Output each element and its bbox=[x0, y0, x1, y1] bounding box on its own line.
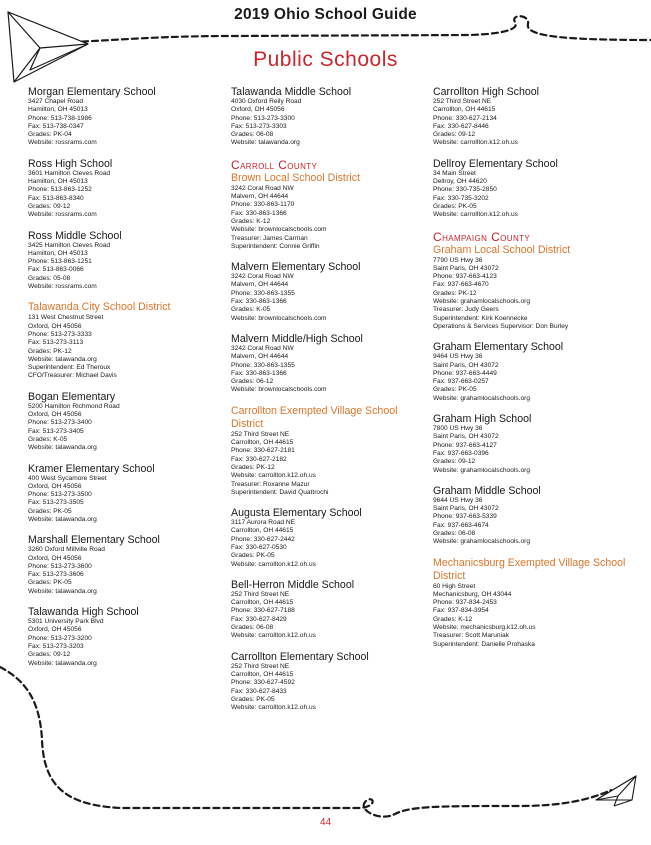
school-detail-line: 9644 US Hwy 36 bbox=[433, 496, 483, 504]
school-detail-line: Hamilton, OH 45013 bbox=[28, 106, 88, 114]
school-detail-line: Grades: 06-08 bbox=[231, 131, 274, 139]
school-name: Augusta Elementary School bbox=[231, 507, 362, 520]
school-detail-line: 9464 US Hwy 36 bbox=[433, 353, 483, 361]
school-detail-line: Fax: 513-273-3505 bbox=[28, 499, 84, 507]
school-detail-line: Website: rossrams.com bbox=[28, 139, 97, 147]
school-detail-line: Phone: 330-863-1170 bbox=[231, 201, 295, 209]
school-detail-line: Oxford, OH 45056 bbox=[28, 626, 82, 634]
school-detail-line: Phone: 330-627-7188 bbox=[231, 607, 295, 615]
school-detail-line: Grades: PK-05 bbox=[231, 695, 275, 703]
school-detail-line: 5200 Hamilton Richmond Road bbox=[28, 402, 120, 410]
school-detail-line: Phone: 937-663-4449 bbox=[433, 369, 497, 377]
school-detail-line: Fax: 330-627-0530 bbox=[231, 543, 287, 551]
school-detail-line: Oxford, OH 45056 bbox=[28, 554, 82, 562]
school-name: Bell-Herron Middle School bbox=[231, 578, 355, 591]
school-detail-line: Phone: 513-273-3300 bbox=[231, 114, 295, 122]
school-detail-line: Website: talawanda.org bbox=[28, 355, 97, 363]
school-detail-line: Website: carrollton.k12.oh.us bbox=[433, 139, 518, 147]
school-detail-line: 131 West Chestnut Street bbox=[28, 314, 104, 322]
school-detail-line: 7790 US Hwy 36 bbox=[433, 256, 483, 264]
column-2 bbox=[231, 86, 431, 722]
school-detail-line: 252 Third Street NE bbox=[433, 98, 492, 105]
school-detail-line: Phone: 513-273-3200 bbox=[28, 634, 92, 642]
school-detail-line: Operations & Services Supervisor: Don Burley bbox=[433, 322, 569, 330]
school-detail-line: Website: carrollton.k12.oh.us bbox=[231, 704, 316, 712]
school-name: Bogan Elementary bbox=[28, 390, 116, 403]
school-detail-line: Phone: 330-627-2134 bbox=[433, 114, 497, 122]
school-detail-line: Phone: 513-738-1986 bbox=[28, 114, 92, 122]
school-entry bbox=[28, 534, 228, 596]
school-detail-line: Website: carrollton.k12.oh.us bbox=[433, 211, 518, 219]
school-detail-line: 3601 Hamilton Cleves Road bbox=[28, 169, 111, 177]
school-entry bbox=[28, 86, 228, 148]
school-name: Graham Middle School bbox=[433, 484, 541, 497]
school-entry bbox=[433, 485, 633, 547]
school-entry bbox=[231, 651, 431, 713]
school-detail-line: 3425 Hamilton Cleves Road bbox=[28, 241, 111, 249]
school-detail-line: Phone: 937-663-5339 bbox=[433, 513, 497, 521]
school-name: Marshall Elementary School bbox=[28, 534, 160, 547]
school-detail-line: Grades: 06-12 bbox=[231, 378, 274, 386]
school-detail-line: Website: carrollton.k12.oh.us bbox=[231, 632, 316, 640]
school-entry bbox=[28, 606, 228, 668]
school-entry bbox=[28, 230, 228, 292]
school-detail-line: Grades: PK-05 bbox=[28, 579, 72, 587]
school-detail-line: Phone: 330-627-2181 bbox=[231, 447, 295, 455]
school-entry bbox=[231, 333, 431, 395]
school-detail-line: Treasurer: Scott Maruniak bbox=[433, 632, 509, 640]
school-detail-line: Oxford, OH 45056 bbox=[28, 482, 82, 490]
school-detail-line: Superintendent: David Quattrochi bbox=[231, 488, 329, 496]
school-detail-line: Website: grahamlocalschools.org bbox=[433, 538, 531, 546]
school-detail-line: Website: brownlocalschools.com bbox=[231, 314, 327, 322]
school-detail-line: Phone: 513-273-3600 bbox=[28, 562, 92, 570]
school-detail-line: Website: carrollton.k12.oh.us bbox=[231, 560, 316, 568]
school-detail-line: Grades: K-12 bbox=[433, 615, 473, 623]
school-detail-line: Grades: PK-04 bbox=[28, 131, 72, 139]
school-detail-line: Treasurer: Roxanne Mazur bbox=[231, 480, 310, 488]
page-number: 44 bbox=[319, 817, 332, 828]
school-detail-line: Website: talawanda.org bbox=[28, 444, 97, 452]
school-detail-line: Fax: 330-627-8446 bbox=[433, 122, 489, 130]
school-detail-line: Phone: 330-627-4592 bbox=[231, 679, 295, 687]
school-detail-line: Phone: 330-627-2442 bbox=[231, 535, 295, 543]
school-detail-line: Fax: 937-663-0396 bbox=[433, 449, 489, 457]
school-detail-line: Malvern, OH 44644 bbox=[231, 353, 289, 361]
school-detail-line: 3242 Coral Road NW bbox=[231, 344, 294, 352]
school-detail-line: Phone: 330-735-2850 bbox=[433, 186, 497, 194]
school-detail-line: Saint Paris, OH 43072 bbox=[433, 264, 499, 272]
school-detail-line: Website: talawanda.org bbox=[28, 659, 97, 667]
school-name: Talawanda High School bbox=[28, 606, 139, 619]
school-detail-line: Grades: 09-12 bbox=[28, 651, 71, 659]
school-detail-line: Phone: 513-863-1252 bbox=[28, 186, 92, 194]
school-detail-line: Treasurer: James Carman bbox=[231, 234, 308, 242]
school-detail-line: Malvern, OH 44644 bbox=[231, 193, 289, 201]
school-detail-line: Fax: 330-863-1366 bbox=[231, 369, 287, 377]
school-detail-line: Malvern, OH 44644 bbox=[231, 281, 289, 289]
school-detail-line: Website: rossrams.com bbox=[28, 283, 97, 291]
school-entry bbox=[28, 391, 228, 453]
school-detail-line: Carrollton, OH 44615 bbox=[231, 439, 294, 447]
school-name: Malvern Elementary School bbox=[231, 261, 361, 274]
school-detail-line: Website: brownlocalschools.com bbox=[231, 226, 327, 234]
district-entry bbox=[433, 557, 633, 649]
school-detail-line: Fax: 330-863-1366 bbox=[231, 209, 287, 217]
school-detail-line: Grades: K-05 bbox=[28, 435, 68, 443]
school-entry bbox=[433, 341, 633, 403]
school-detail-line: 252 Third Street NE bbox=[231, 430, 290, 438]
school-detail-line: Grades: PK-12 bbox=[433, 289, 477, 297]
school-entry bbox=[433, 413, 633, 475]
school-detail-line: Superintendent: Kirk Koennecke bbox=[433, 314, 528, 322]
school-detail-line: Phone: 513-273-3333 bbox=[28, 330, 92, 338]
district-name: Mechanicsburg Exempted Village School District bbox=[433, 556, 626, 582]
school-detail-line: Oxford, OH 45056 bbox=[231, 106, 285, 114]
school-detail-line: Website: mechanicsburg.k12.oh.us bbox=[433, 624, 536, 632]
school-name: Dellroy Elementary School bbox=[433, 157, 558, 170]
district-name: Carrollton Exempted Village School District bbox=[231, 404, 398, 430]
guide-title: 2019 Ohio School Guide bbox=[234, 6, 417, 23]
school-detail-line: Phone: 937-663-4127 bbox=[433, 441, 497, 449]
district-entry bbox=[231, 158, 431, 251]
school-name: Malvern Middle/High School bbox=[231, 332, 363, 345]
school-entry bbox=[28, 463, 228, 525]
school-detail-line: Fax: 513-863-0066 bbox=[28, 266, 84, 274]
school-detail-line: Carrollton, OH 44615 bbox=[231, 670, 294, 678]
school-detail-line: Fax: 330-863-1366 bbox=[231, 298, 287, 306]
school-detail-line: Website: talawanda.org bbox=[28, 515, 97, 523]
school-detail-line: Grades: K-05 bbox=[231, 306, 271, 314]
school-detail-line: Phone: 330-863-1355 bbox=[231, 361, 295, 369]
school-detail-line: Phone: 330-863-1355 bbox=[231, 289, 295, 297]
school-entry bbox=[433, 158, 633, 220]
school-detail-line: Fax: 937-663-4674 bbox=[433, 521, 489, 529]
school-entry bbox=[231, 86, 431, 148]
school-name: Talawanda Middle School bbox=[231, 86, 352, 98]
school-detail-line: Fax: 513-863-8340 bbox=[28, 194, 84, 202]
school-detail-line: Oxford, OH 45056 bbox=[28, 322, 82, 330]
school-detail-line: 3242 Coral Road NW bbox=[231, 184, 294, 192]
school-detail-line: Fax: 513-273-3606 bbox=[28, 571, 84, 579]
school-detail-line: Website: grahamlocalschools.org bbox=[433, 394, 531, 402]
school-name: Ross High School bbox=[28, 157, 113, 170]
school-entry bbox=[231, 507, 431, 569]
column-3 bbox=[433, 86, 633, 659]
school-detail-line: 3427 Chapel Road bbox=[28, 98, 83, 105]
school-name: Morgan Elementary School bbox=[28, 86, 156, 98]
school-detail-line: Phone: 513-863-1251 bbox=[28, 258, 92, 266]
school-name: Graham Elementary School bbox=[433, 341, 564, 354]
school-detail-line: 34 Main Street bbox=[433, 169, 476, 177]
district-name: Brown Local School District bbox=[231, 171, 360, 184]
school-detail-line: Treasurer: Judy Geers bbox=[433, 306, 499, 314]
school-detail-line: Saint Paris, OH 43072 bbox=[433, 505, 499, 513]
school-detail-line: Saint Paris, OH 43072 bbox=[433, 361, 499, 369]
school-detail-line: Saint Paris, OH 43072 bbox=[433, 433, 499, 441]
school-detail-line: 3117 Aurora Road NE bbox=[231, 519, 296, 527]
district-name: Graham Local School District bbox=[433, 243, 571, 256]
school-entry bbox=[231, 261, 431, 323]
school-detail-line: Hamilton, OH 45013 bbox=[28, 249, 88, 257]
school-detail-line: Fax: 513-738-0347 bbox=[28, 122, 84, 130]
school-detail-line: Website: talawanda.org bbox=[231, 139, 300, 147]
school-detail-line: Grades: 06-08 bbox=[231, 624, 274, 632]
school-name: Ross Middle School bbox=[28, 229, 122, 242]
school-detail-line: Grades: PK-05 bbox=[231, 552, 275, 560]
school-detail-line: 7800 US Hwy 36 bbox=[433, 425, 483, 433]
school-detail-line: 5301 University Park Blvd bbox=[28, 618, 104, 626]
school-detail-line: Grades: PK-05 bbox=[433, 386, 477, 394]
school-detail-line: Fax: 937-834-3954 bbox=[433, 607, 489, 615]
school-detail-line: Grades: 09-12 bbox=[433, 131, 476, 139]
district-name: Talawanda City School District bbox=[28, 301, 171, 314]
district-entry bbox=[231, 405, 431, 497]
school-detail-line: Website: brownlocalschools.com bbox=[231, 386, 327, 394]
county-heading: Carroll County bbox=[231, 157, 318, 172]
school-detail-line: Carrollton, OH 44615 bbox=[231, 527, 294, 535]
school-detail-line: Hamilton, OH 45013 bbox=[28, 178, 88, 186]
school-detail-line: Website: carrollton.k12.oh.us bbox=[231, 472, 316, 480]
column-1 bbox=[28, 86, 228, 678]
school-detail-line: Website: talawanda.org bbox=[28, 587, 97, 595]
school-detail-line: Grades: 09-12 bbox=[28, 202, 71, 210]
district-entry bbox=[28, 301, 228, 380]
school-detail-line: Oxford, OH 45056 bbox=[28, 411, 82, 419]
school-detail-line: Grades: PK-12 bbox=[28, 347, 72, 355]
school-detail-line: 3242 Coral Road NW bbox=[231, 273, 294, 281]
school-detail-line: Fax: 937-663-4670 bbox=[433, 281, 489, 289]
school-entry bbox=[28, 158, 228, 220]
school-detail-line: Grades: PK-12 bbox=[231, 463, 275, 471]
school-detail-line: Website: grahamlocalschools.org bbox=[433, 298, 531, 306]
school-detail-line: Fax: 330-627-2182 bbox=[231, 455, 287, 463]
school-detail-line: CFO/Treasurer: Michael Davis bbox=[28, 372, 117, 380]
school-detail-line: Website: rossrams.com bbox=[28, 211, 97, 219]
school-entry bbox=[231, 579, 431, 641]
district-entry bbox=[433, 230, 633, 332]
school-detail-line: Fax: 330-627-8429 bbox=[231, 615, 287, 623]
school-name: Graham High School bbox=[433, 413, 532, 426]
school-entry bbox=[433, 86, 633, 148]
school-name: Carrollton Elementary School bbox=[231, 650, 369, 663]
school-name: Kramer Elementary School bbox=[28, 462, 155, 475]
school-detail-line: Fax: 330-735-3202 bbox=[433, 194, 489, 202]
school-detail-line: 252 Third Street NE bbox=[231, 662, 290, 670]
school-detail-line: Superintendent: Danielle Prohaska bbox=[433, 640, 535, 648]
school-detail-line: 400 West Sycamore Street bbox=[28, 474, 107, 482]
school-detail-line: 4030 Oxford Reily Road bbox=[231, 98, 302, 105]
school-detail-line: Fax: 937-663-0257 bbox=[433, 378, 489, 386]
school-detail-line: Grades: 09-12 bbox=[433, 458, 476, 466]
school-detail-line: Phone: 937-663-4123 bbox=[433, 273, 497, 281]
school-detail-line: 60 High Street bbox=[433, 582, 476, 590]
school-detail-line: Fax: 513-273-3405 bbox=[28, 427, 84, 435]
school-name: Carrollton High School bbox=[433, 86, 539, 98]
school-detail-line: Mechanicsburg, OH 43044 bbox=[433, 590, 512, 598]
school-detail-line: Carrollton, OH 44615 bbox=[231, 599, 294, 607]
paper-airplane-icon bbox=[596, 776, 636, 806]
county-heading: Champaign County bbox=[433, 229, 531, 244]
school-detail-line: Superintendent: Ed Theroux bbox=[28, 364, 111, 372]
section-title: Public Schools bbox=[253, 48, 398, 71]
school-detail-line: Grades: PK-05 bbox=[28, 507, 72, 515]
school-detail-line: 3260 Oxford Millville Road bbox=[28, 546, 105, 554]
school-detail-line: Grades: 06-08 bbox=[433, 529, 476, 537]
school-detail-line: Grades: 05-08 bbox=[28, 274, 71, 282]
school-detail-line: Grades: PK-05 bbox=[433, 202, 477, 210]
school-detail-line: Fax: 330-627-8433 bbox=[231, 687, 287, 695]
school-detail-line: Phone: 513-273-3500 bbox=[28, 491, 92, 499]
school-detail-line: Phone: 937-834-2453 bbox=[433, 599, 497, 607]
school-detail-line: Carrollton, OH 44615 bbox=[433, 106, 496, 114]
school-detail-line: Fax: 513-273-3303 bbox=[231, 122, 287, 130]
school-detail-line: Phone: 513-273-3400 bbox=[28, 419, 92, 427]
school-detail-line: Dellroy, OH 44620 bbox=[433, 178, 487, 186]
school-detail-line: Website: grahamlocalschools.org bbox=[433, 466, 531, 474]
school-detail-line: Fax: 513-273-3203 bbox=[28, 642, 84, 650]
school-detail-line: Superintendent: Connie Griffin bbox=[231, 242, 320, 250]
school-detail-line: Fax: 513-273-3113 bbox=[28, 339, 84, 347]
school-detail-line: 252 Third Street NE bbox=[231, 590, 290, 598]
school-detail-line: Grades: K-12 bbox=[231, 217, 271, 225]
